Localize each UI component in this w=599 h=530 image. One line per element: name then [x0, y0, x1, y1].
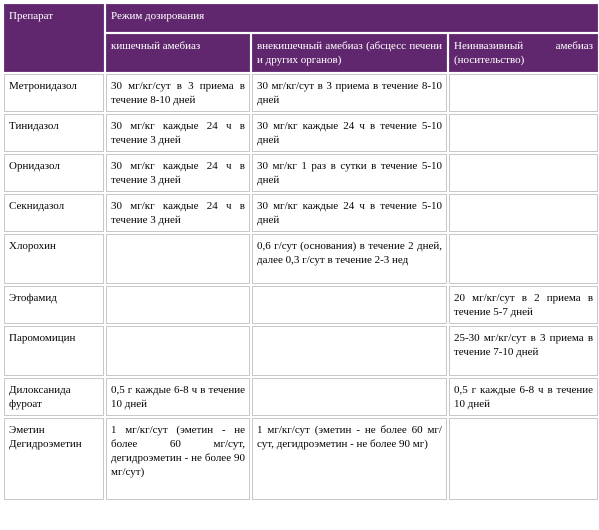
drug-cell: Тинидазол — [4, 114, 104, 152]
drug-cell: Эметин Дегидроэметин — [4, 418, 104, 500]
intestinal-cell: 30 мг/кг каждые 24 ч в течение 3 дней — [106, 114, 250, 152]
extraintestinal-cell: 30 мг/кг 1 раз в сутки в течение 5-10 дней — [252, 154, 447, 192]
table-row — [4, 194, 598, 232]
intestinal-cell — [106, 286, 250, 324]
noninvasive-cell — [449, 114, 598, 152]
table-row — [4, 286, 598, 324]
table-row — [4, 154, 598, 192]
drug-cell: Этофамид — [4, 286, 104, 324]
header-regimen: Режим дозирования — [106, 4, 598, 32]
drug-cell: Хлорохин — [4, 234, 104, 284]
extraintestinal-cell: 0,6 г/сут (основания) в течение 2 дней, далее 0,3 г/сут в течение 2-3 нед — [252, 234, 447, 284]
extraintestinal-cell — [252, 378, 447, 416]
extraintestinal-cell: 30 мг/кг/сут в 3 приема в течение 8-10 дней — [252, 74, 447, 112]
table-row — [4, 234, 598, 284]
noninvasive-cell — [449, 154, 598, 192]
extraintestinal-cell: 30 мг/кг каждые 24 ч в течение 5-10 дней — [252, 114, 447, 152]
noninvasive-cell: 25-30 мг/кг/сут в 3 приема в течение 7-10 дней — [449, 326, 598, 376]
drug-cell: Паромомицин — [4, 326, 104, 376]
intestinal-cell: 1 мг/кг/сут (эметин - не более 60 мг/сут, дегидроэметин - не более 90 мг/сут) — [106, 418, 250, 500]
noninvasive-cell — [449, 74, 598, 112]
drug-cell: Дилоксанида фуроат — [4, 378, 104, 416]
table-row — [4, 74, 598, 112]
table-row — [4, 378, 598, 416]
extraintestinal-cell: 30 мг/кг каждые 24 ч в течение 5-10 дней — [252, 194, 447, 232]
table-row — [4, 326, 598, 376]
intestinal-cell: 0,5 г каждые 6-8 ч в течение 10 дней — [106, 378, 250, 416]
intestinal-cell: 30 мг/кг каждые 24 ч в течение 3 дней — [106, 194, 250, 232]
noninvasive-cell — [449, 194, 598, 232]
intestinal-cell: 30 мг/кг/сут в 3 приема в течение 8-10 дней — [106, 74, 250, 112]
header-noninvasive: Неинвазивный амебиаз (носительство) — [449, 34, 598, 72]
dosage-table — [2, 2, 599, 502]
noninvasive-cell — [449, 234, 598, 284]
extraintestinal-cell — [252, 326, 447, 376]
header-extraintestinal: внекишечный амебиаз (абсцесс печени и других органов) — [252, 34, 447, 72]
table-row — [4, 114, 598, 152]
intestinal-cell — [106, 234, 250, 284]
header-intestinal: кишечный амебиаз — [106, 34, 250, 72]
drug-cell: Метронидазол — [4, 74, 104, 112]
drug-cell: Орнидазол — [4, 154, 104, 192]
noninvasive-cell: 20 мг/кг/сут в 2 приема в течение 5-7 дней — [449, 286, 598, 324]
noninvasive-cell: 0,5 г каждые 6-8 ч в течение 10 дней — [449, 378, 598, 416]
extraintestinal-cell: 1 мг/кг/сут (эметин - не более 60 мг/сут, дегидроэметин - не более 90 мг) — [252, 418, 447, 500]
intestinal-cell — [106, 326, 250, 376]
extraintestinal-cell — [252, 286, 447, 324]
table-row — [4, 418, 598, 500]
drug-cell: Секнидазол — [4, 194, 104, 232]
noninvasive-cell — [449, 418, 598, 500]
intestinal-cell: 30 мг/кг каждые 24 ч в течение 3 дней — [106, 154, 250, 192]
header-drug: Препарат — [4, 4, 104, 72]
